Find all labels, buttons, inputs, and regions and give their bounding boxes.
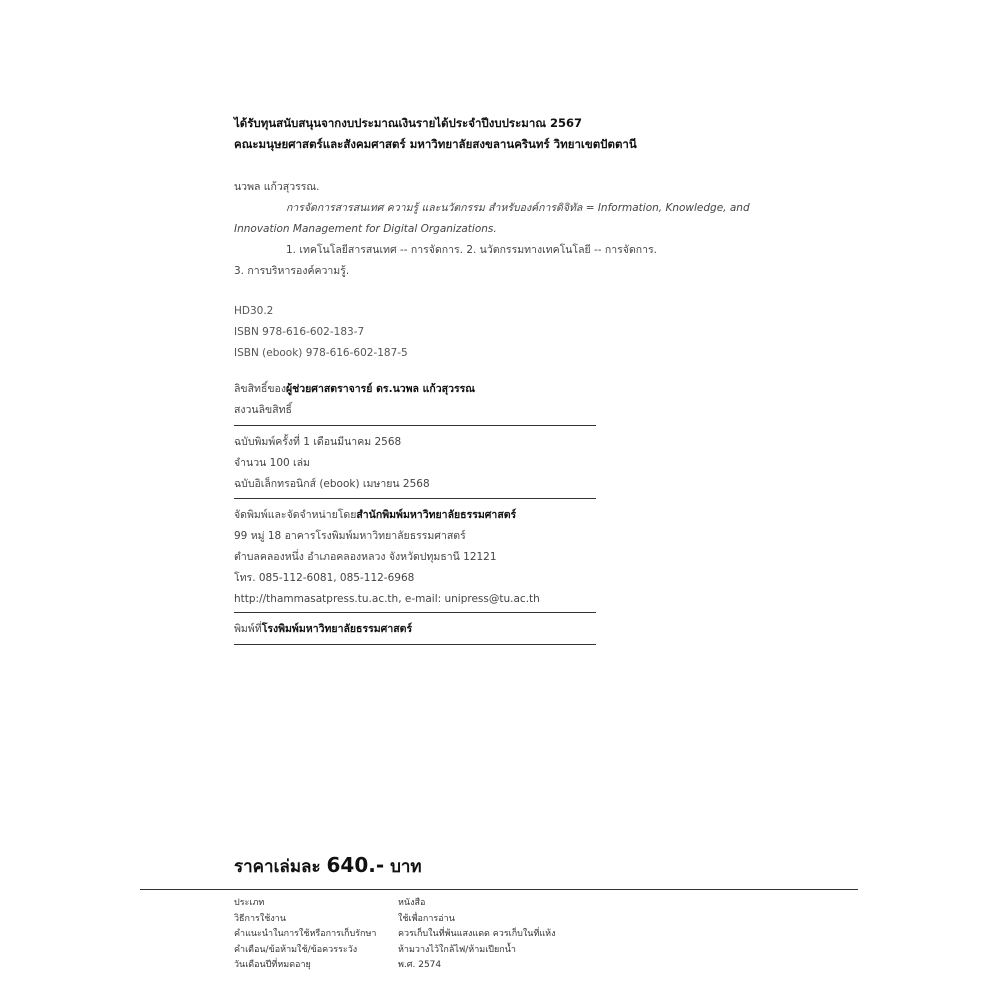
- cataloging-data: [234, 177, 794, 282]
- printer-block: [234, 619, 596, 640]
- classification-number: HD30.2: [234, 305, 274, 317]
- copyright-prefix: ลิขสิทธิ์ของ: [234, 383, 286, 395]
- catalog-subjects-line-1: 1. เทคโนโลยีสารสนเทศ -- การจัดการ. 2. นวัตกรรมทางเทคโนโลยี -- การจัดการ.: [286, 244, 658, 256]
- edition-ebook: ฉบับอิเล็กทรอนิกส์ (ebook) เมษายน 2568: [234, 478, 430, 490]
- publisher-prefix: จัดพิมพ์และจัดจำหน่ายโดย: [234, 509, 357, 521]
- catalog-title-line-1: การจัดการสารสนเทศ ความรู้ และนวัตกรรม สำหรับองค์การดิจิทัล = Information, Knowledge, and: [286, 202, 750, 214]
- edition-block: [234, 432, 596, 495]
- printer-prefix: พิมพ์ที่: [234, 623, 262, 635]
- price-label: ราคาเล่มละ: [234, 857, 321, 877]
- printer-name: โรงพิมพ์มหาวิทยาลัยธรรมศาสตร์: [261, 623, 413, 635]
- isbn-ebook: ISBN (ebook) 978-616-602-187-5: [234, 347, 408, 359]
- spec-row: [234, 912, 556, 928]
- spec-key: คำแนะนำในการใช้หรือการเก็บรักษา: [234, 929, 377, 939]
- spec-row: [234, 943, 556, 959]
- divider: [234, 498, 596, 499]
- funding-line-2: คณะมนุษยศาสตร์และสังคมศาสตร์ มหาวิทยาลัยสงขลานครินทร์ วิทยาเขตปัตตานี: [234, 137, 637, 151]
- divider: [234, 425, 596, 426]
- catalog-subjects-line-2: 3. การบริหารองค์ความรู้.: [234, 265, 350, 277]
- spec-key: วิธีการใช้งาน: [234, 913, 286, 924]
- spec-value: หนังสือ: [398, 898, 426, 908]
- price-unit: บาท: [390, 857, 422, 877]
- spec-value: พ.ศ. 2574: [398, 960, 442, 970]
- isbn: ISBN 978-616-602-183-7: [234, 326, 365, 338]
- product-specs: [234, 896, 556, 974]
- publisher-block: [234, 505, 596, 610]
- spec-row: [234, 927, 556, 943]
- classification-codes: [234, 301, 408, 364]
- edition-copies: จำนวน 100 เล่ม: [234, 457, 310, 469]
- spec-value: ควรเก็บในที่พ้นแสงแดด ควรเก็บในที่แห้ง: [398, 929, 556, 939]
- copyright-line: [234, 379, 596, 400]
- copyright-reserved: สงวนลิขสิทธิ์: [234, 404, 292, 416]
- publisher-phone: โทร. 085-112-6081, 085-112-6968: [234, 572, 415, 584]
- publisher-line: [234, 505, 596, 526]
- copyright-owner: ผู้ช่วยศาสตราจารย์ ดร.นวพล แก้วสุวรรณ: [285, 383, 475, 395]
- publisher-web: http://thammasatpress.tu.ac.th, e-mail: unipress@tu.ac.th: [234, 593, 540, 605]
- publisher-name: สำนักพิมพ์มหาวิทยาลัยธรรมศาสตร์: [356, 509, 517, 521]
- catalog-title-line-2: Innovation Management for Digital Organizations.: [234, 223, 497, 235]
- divider: [234, 644, 596, 645]
- catalog-author: นวพล แก้วสุวรรณ.: [234, 181, 320, 193]
- printer-line: [234, 619, 596, 640]
- funding-statement: [234, 113, 637, 155]
- spec-value: ใช้เพื่อการอ่าน: [398, 913, 455, 924]
- copyright-block: [234, 379, 596, 421]
- price-line: [234, 853, 422, 880]
- spec-value: ห้ามวางไว้ใกล้ไฟ/ห้ามเปียกน้ำ: [398, 944, 516, 955]
- edition-first: ฉบับพิมพ์ครั้งที่ 1 เดือนมีนาคม 2568: [234, 436, 402, 448]
- price-amount: 640.-: [326, 853, 385, 877]
- divider: [140, 889, 858, 890]
- spec-row: [234, 896, 556, 912]
- spec-row: [234, 958, 556, 974]
- spec-key: ประเภท: [234, 898, 265, 908]
- funding-line-1: ได้รับทุนสนับสนุนจากงบประมาณเงินรายได้ประจำปีงบประมาณ 2567: [234, 116, 582, 130]
- divider: [234, 612, 596, 613]
- spec-key: คำเตือน/ข้อห้ามใช้/ข้อควรระวัง: [234, 944, 358, 955]
- publisher-address-2: ตำบลคลองหนึ่ง อำเภอคลองหลวง จังหวัดปทุมธานี 12121: [234, 551, 497, 563]
- spec-key: วันเดือนปีที่หมดอายุ: [234, 960, 311, 970]
- publisher-address-1: 99 หมู่ 18 อาคารโรงพิมพ์มหาวิทยาลัยธรรมศาสตร์: [234, 530, 466, 542]
